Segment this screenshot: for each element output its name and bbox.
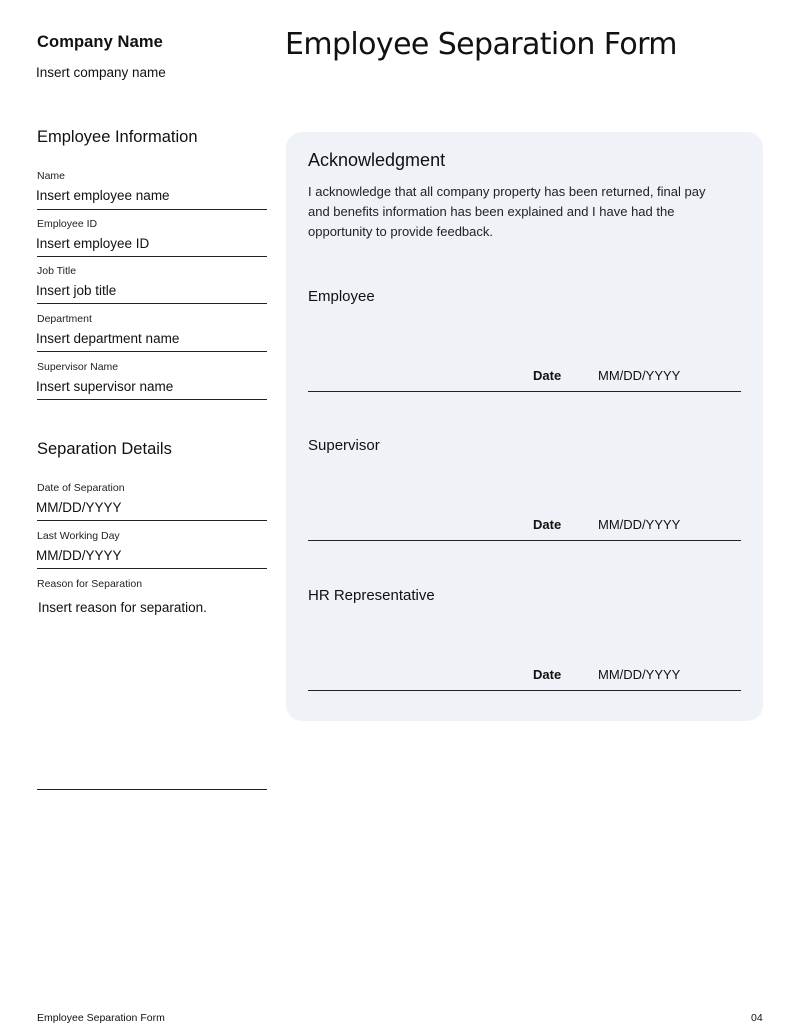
field-underline — [37, 520, 267, 521]
supervisor-date-label: Date — [533, 517, 562, 532]
employee-date-label: Date — [533, 368, 562, 383]
page-title: Employee Separation Form — [285, 27, 677, 62]
company-name-input[interactable]: Insert company name — [36, 65, 166, 80]
employee-name-input[interactable]: Insert employee name — [36, 188, 170, 203]
department-label: Department — [37, 313, 92, 325]
reason-for-separation-input[interactable]: Insert reason for separation. — [38, 600, 207, 615]
company-name-label: Company Name — [37, 33, 163, 51]
employee-signature-line[interactable] — [308, 391, 741, 392]
acknowledgment-text: I acknowledge that all company property has been returned, final pay and benefits information has been explained and I have had the opportunity to provide feedback. — [308, 184, 706, 239]
field-underline — [37, 209, 267, 210]
name-label: Name — [37, 170, 66, 182]
separation-details-heading: Separation Details — [37, 440, 172, 458]
hr-representative-signature-label: HR Representative — [308, 587, 435, 604]
supervisor-signature-line[interactable] — [308, 540, 741, 541]
hr-representative-date-input[interactable]: MM/DD/YYYY — [598, 667, 681, 682]
employee-signature-label: Employee — [308, 288, 375, 305]
employee-id-input[interactable]: Insert employee ID — [36, 236, 150, 251]
field-underline — [37, 256, 267, 257]
employee-info-heading: Employee Information — [37, 128, 198, 146]
field-underline — [37, 399, 267, 400]
supervisor-signature-label: Supervisor — [308, 437, 380, 454]
date-of-separation-input[interactable]: MM/DD/YYYY — [36, 500, 122, 515]
job-title-input[interactable]: Insert job title — [36, 283, 117, 298]
page-number: 04 — [751, 1012, 763, 1024]
acknowledgment-title: Acknowledgment — [308, 150, 446, 170]
supervisor-name-input[interactable]: Insert supervisor name — [36, 379, 174, 394]
supervisor-name-label: Supervisor Name — [37, 361, 119, 373]
footer-title: Employee Separation Form — [37, 1012, 165, 1024]
hr-representative-signature-line[interactable] — [308, 690, 741, 691]
employee-id-label: Employee ID — [37, 218, 98, 230]
field-underline — [37, 303, 267, 304]
last-working-day-input[interactable]: MM/DD/YYYY — [36, 548, 122, 563]
job-title-label: Job Title — [37, 265, 77, 277]
reason-for-separation-label: Reason for Separation — [37, 578, 143, 590]
supervisor-date-input[interactable]: MM/DD/YYYY — [598, 517, 681, 532]
date-of-separation-label: Date of Separation — [37, 482, 125, 494]
last-working-day-label: Last Working Day — [37, 530, 120, 542]
field-underline — [37, 789, 267, 790]
field-underline — [37, 568, 267, 569]
employee-date-input[interactable]: MM/DD/YYYY — [598, 368, 681, 383]
department-input[interactable]: Insert department name — [36, 331, 180, 346]
field-underline — [37, 351, 267, 352]
hr-representative-date-label: Date — [533, 667, 562, 682]
